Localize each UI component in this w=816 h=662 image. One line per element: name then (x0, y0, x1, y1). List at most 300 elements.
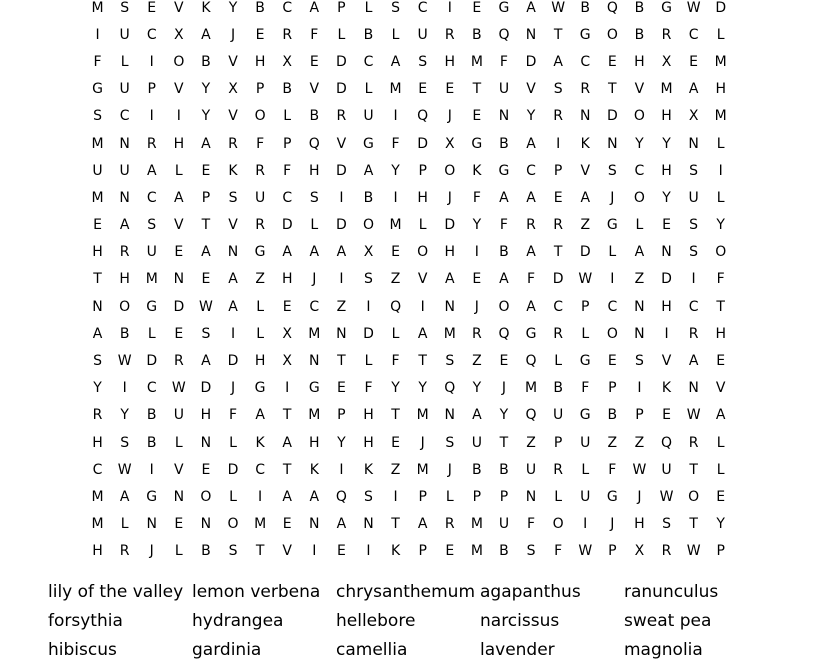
grid-letter: R (92, 407, 103, 424)
grid-letter: Y (472, 217, 482, 234)
grid-letter: C (580, 53, 591, 70)
grid-letter: L (716, 135, 725, 152)
grid-letter: H (173, 135, 185, 152)
grid-letter: Q (606, 0, 618, 16)
grid-letter: H (119, 271, 130, 288)
grid-letter: P (608, 543, 617, 560)
grid-letter: P (337, 407, 346, 424)
grid-letter: V (174, 81, 184, 98)
grid-letter: I (474, 244, 479, 261)
grid-letter: B (282, 81, 292, 98)
grid-letter: C (255, 461, 265, 478)
grid-letter: T (255, 543, 265, 560)
grid-row (84, 375, 734, 402)
grid-letter: K (309, 461, 319, 478)
grid-letter: T (608, 81, 617, 98)
grid-letter: I (718, 162, 723, 179)
grid-letter: A (282, 434, 292, 451)
grid-letter: Z (336, 298, 347, 315)
grid-letter: P (553, 434, 563, 451)
grid-letter: R (444, 516, 455, 533)
grid-letter: Y (472, 380, 482, 397)
grid-letter: S (689, 217, 699, 234)
grid-letter: L (256, 298, 265, 315)
grid-letter: I (366, 298, 371, 315)
grid-letter: L (554, 488, 563, 505)
grid-letter: T (553, 26, 563, 43)
grid-letter: G (254, 244, 266, 261)
grid-letter: S (364, 271, 373, 288)
grid-letter: C (526, 162, 536, 179)
word-list-item: narcissus (480, 611, 560, 631)
grid-letter: L (174, 543, 183, 560)
grid-letter: J (149, 543, 154, 560)
grid-letter: E (255, 26, 265, 43)
grid-letter: G (579, 353, 591, 370)
grid-letter: Y (93, 380, 102, 397)
grid-letter: U (525, 461, 537, 478)
grid-letter: Y (201, 81, 211, 98)
grid-letter: Z (472, 353, 482, 370)
grid-row (84, 157, 734, 184)
grid-letter: T (716, 298, 725, 315)
grid-letter: I (583, 516, 588, 533)
grid-letter: K (580, 135, 590, 152)
grid-letter: I (691, 271, 696, 288)
grid-letter: F (283, 162, 292, 179)
grid-letter: A (309, 488, 320, 505)
grid-letter: K (201, 0, 211, 16)
grid-letter: M (443, 325, 456, 342)
grid-letter: M (470, 53, 483, 70)
word-list (48, 580, 808, 662)
grid-letter: O (254, 108, 266, 125)
grid-letter: E (391, 244, 400, 261)
grid-letter: W (117, 461, 132, 478)
grid-row (84, 239, 734, 266)
grid-letter: H (309, 162, 320, 179)
grid-letter: A (444, 271, 455, 288)
grid-letter: D (336, 162, 347, 179)
grid-letter: M (416, 407, 429, 424)
grid-letter: U (498, 516, 510, 533)
grid-letter: Q (661, 434, 673, 451)
word-list-item: forsythia (48, 611, 123, 631)
grid-letter: B (309, 108, 320, 125)
word-list-item: chrysanthemum (336, 582, 476, 602)
grid-letter: I (149, 108, 154, 125)
grid-letter: C (146, 26, 157, 43)
grid-letter: E (336, 543, 346, 560)
grid-letter: E (662, 217, 671, 234)
word-list-item: sweat pea (624, 611, 712, 631)
grid-letter: B (634, 0, 645, 16)
grid-letter: C (553, 298, 564, 315)
grid-letter: F (364, 380, 373, 397)
grid-row (84, 402, 734, 429)
grid-letter: C (607, 298, 618, 315)
grid-letter: L (716, 26, 725, 43)
grid-letter: Y (201, 108, 211, 125)
grid-letter: D (525, 53, 537, 70)
grid-letter: L (716, 434, 725, 451)
grid-letter: F (93, 53, 102, 70)
grid-letter: I (149, 461, 154, 478)
grid-letter: W (117, 353, 132, 370)
grid-letter: A (417, 325, 428, 342)
grid-letter: U (553, 407, 564, 424)
grid-letter: B (499, 244, 509, 261)
grid-letter: L (256, 325, 265, 342)
grid-letter: T (93, 271, 102, 288)
grid-letter: D (552, 271, 564, 288)
grid-letter: N (525, 26, 537, 43)
grid-letter: B (580, 0, 591, 16)
grid-letter: G (579, 407, 591, 424)
grid-letter: Y (391, 162, 400, 179)
grid-letter: T (282, 407, 292, 424)
grid-letter: R (282, 26, 293, 43)
grid-letter: L (120, 53, 129, 70)
grid-letter: L (716, 461, 725, 478)
grid-letter: L (554, 353, 563, 370)
grid-letter: R (228, 135, 238, 152)
grid-letter: I (312, 543, 317, 560)
grid-letter: F (228, 407, 238, 424)
grid-letter: U (146, 244, 157, 261)
word-list-item: camellia (336, 640, 408, 660)
grid-letter: J (637, 488, 642, 505)
grid-letter: O (633, 189, 645, 206)
grid-letter: X (661, 53, 672, 70)
grid-letter: M (389, 81, 402, 98)
grid-letter: G (92, 81, 103, 98)
grid-row (84, 483, 734, 510)
grid-letter: A (336, 244, 347, 261)
grid-letter: W (686, 543, 701, 560)
grid-letter: X (634, 543, 645, 560)
grid-letter: O (633, 108, 645, 125)
grid-letter: E (607, 53, 617, 70)
grid-letter: V (715, 380, 726, 397)
grid-letter: Q (444, 380, 456, 397)
grid-letter: Z (390, 461, 401, 478)
grid-letter: A (92, 325, 103, 342)
grid-letter: N (607, 135, 618, 152)
grid-letter: Q (525, 353, 537, 370)
grid-letter: G (606, 217, 618, 234)
grid-letter: N (336, 325, 347, 342)
grid-letter: N (525, 488, 537, 505)
grid-letter: P (608, 380, 617, 397)
grid-letter: U (254, 189, 266, 206)
grid-letter: F (256, 135, 265, 152)
grid-letter: F (581, 380, 590, 397)
grid-letter: C (363, 53, 374, 70)
grid-letter: A (228, 271, 238, 288)
grid-letter: S (147, 217, 157, 234)
grid-letter: I (366, 543, 371, 560)
grid-letter: F (472, 189, 481, 206)
grid-letter: S (228, 189, 238, 206)
grid-letter: N (634, 298, 645, 315)
grid-letter: E (607, 353, 617, 370)
grid-letter: K (390, 543, 401, 560)
grid-letter: I (393, 488, 398, 505)
grid-letter: R (255, 162, 265, 179)
grid-letter: P (499, 488, 509, 505)
grid-letter: N (173, 271, 185, 288)
grid-letter: N (579, 108, 591, 125)
grid-letter: X (282, 53, 292, 70)
grid-letter: E (147, 0, 157, 16)
grid-letter: Z (390, 271, 401, 288)
grid-letter: T (472, 81, 482, 98)
grid-letter: F (499, 217, 508, 234)
grid-letter: X (282, 325, 292, 342)
grid-letter: P (418, 543, 427, 560)
grid-letter: P (418, 488, 427, 505)
letter-grid (84, 0, 734, 565)
grid-letter: H (254, 353, 266, 370)
grid-letter: L (310, 217, 319, 234)
grid-letter: Z (607, 434, 618, 451)
grid-letter: D (417, 135, 429, 152)
grid-letter: A (309, 0, 320, 16)
grid-letter: X (363, 244, 374, 261)
grid-letter: T (282, 461, 292, 478)
grid-letter: F (716, 271, 725, 288)
grid-letter: D (715, 0, 727, 16)
grid-letter: I (339, 271, 344, 288)
grid-letter: R (553, 108, 563, 125)
grid-letter: J (610, 516, 615, 533)
grid-letter: V (174, 461, 184, 478)
grid-letter: E (201, 271, 211, 288)
grid-letter: N (146, 516, 157, 533)
grid-letter: V (174, 0, 184, 16)
word-list-item: magnolia (624, 640, 703, 660)
grid-letter: A (499, 189, 509, 206)
grid-letter: A (201, 353, 211, 370)
grid-letter: H (661, 162, 672, 179)
grid-letter: S (689, 162, 699, 179)
grid-letter: E (282, 516, 292, 533)
grid-letter: H (634, 53, 645, 70)
grid-letter: R (336, 108, 347, 125)
grid-letter: T (499, 434, 509, 451)
grid-letter: L (418, 217, 427, 234)
grid-letter: N (92, 298, 103, 315)
grid-letter: A (228, 298, 238, 315)
grid-letter: D (579, 244, 591, 261)
grid-letter: V (526, 81, 536, 98)
grid-letter: A (417, 516, 428, 533)
grid-letter: K (228, 162, 238, 179)
grid-letter: X (444, 135, 455, 152)
grid-letter: E (445, 81, 455, 98)
grid-letter: L (174, 162, 183, 179)
grid-letter: H (444, 53, 456, 70)
grid-letter: D (336, 217, 347, 234)
grid-letter: U (173, 407, 184, 424)
grid-letter: C (146, 189, 157, 206)
grid-letter: D (363, 325, 374, 342)
grid-letter: H (444, 244, 456, 261)
grid-letter: C (309, 298, 320, 315)
grid-letter: M (470, 516, 483, 533)
grid-letter: H (634, 516, 645, 533)
grid-letter: M (714, 53, 727, 70)
grid-letter: G (579, 26, 591, 43)
grid-letter: I (393, 108, 398, 125)
grid-letter: L (283, 108, 292, 125)
grid-letter: T (418, 353, 427, 370)
grid-letter: O (119, 298, 131, 315)
grid-letter: R (688, 325, 699, 342)
grid-letter: H (363, 434, 374, 451)
grid-letter: T (689, 516, 698, 533)
grid-row (84, 212, 734, 239)
grid-letter: Y (526, 108, 536, 125)
grid-row (84, 21, 734, 48)
grid-letter: C (688, 298, 699, 315)
grid-letter: S (201, 325, 211, 342)
grid-letter: I (339, 461, 344, 478)
grid-letter: J (501, 380, 507, 397)
grid-letter: S (93, 353, 102, 370)
grid-letter: D (444, 217, 456, 234)
grid-letter: C (282, 189, 293, 206)
grid-letter: O (606, 26, 618, 43)
grid-letter: Z (634, 271, 645, 288)
grid-letter: S (93, 108, 102, 125)
grid-letter: S (364, 488, 373, 505)
grid-letter: W (578, 271, 593, 288)
grid-letter: O (444, 162, 456, 179)
grid-letter: C (688, 26, 699, 43)
grid-letter: X (688, 108, 699, 125)
grid-letter: C (92, 461, 103, 478)
grid-letter: A (146, 162, 157, 179)
grid-letter: O (552, 516, 564, 533)
grid-letter: R (553, 325, 563, 342)
grid-letter: Y (120, 407, 129, 424)
grid-letter: R (444, 26, 455, 43)
grid-letter: B (201, 543, 211, 560)
grid-row (84, 184, 734, 211)
grid-letter: E (93, 217, 102, 234)
grid-letter: A (390, 53, 401, 70)
grid-letter: S (607, 162, 617, 179)
grid-letter: L (174, 434, 183, 451)
grid-letter: Y (662, 135, 671, 152)
grid-letter: K (661, 380, 672, 397)
grid-letter: A (201, 26, 211, 43)
grid-letter: S (445, 434, 455, 451)
grid-letter: M (91, 0, 104, 16)
grid-letter: E (662, 407, 671, 424)
grid-letter: S (445, 353, 455, 370)
grid-letter: L (229, 434, 237, 451)
grid-letter: H (661, 108, 672, 125)
grid-letter: U (661, 461, 672, 478)
grid-letter: A (499, 271, 509, 288)
grid-letter: M (470, 543, 483, 560)
grid-letter: V (282, 543, 292, 560)
grid-letter: A (363, 162, 374, 179)
grid-letter: L (391, 26, 400, 43)
grid-letter: L (608, 244, 617, 261)
grid-letter: W (551, 0, 566, 16)
grid-letter: U (119, 26, 130, 43)
grid-letter: G (525, 325, 537, 342)
grid-letter: T (201, 217, 211, 234)
grid-letter: U (688, 189, 699, 206)
word-list-item: lavender (480, 640, 555, 660)
grid-letter: B (363, 26, 374, 43)
grid-letter: H (92, 543, 103, 560)
grid-letter: J (230, 380, 236, 397)
grid-row (84, 347, 734, 374)
grid-letter: S (418, 53, 428, 70)
word-list-item: hydrangea (192, 611, 284, 631)
grid-letter: G (146, 488, 158, 505)
grid-letter: H (281, 271, 293, 288)
grid-letter: Y (635, 135, 644, 152)
grid-letter: V (228, 53, 238, 70)
grid-letter: A (255, 407, 265, 424)
grid-letter: E (472, 108, 482, 125)
grid-letter: P (635, 407, 644, 424)
grid-letter: L (445, 488, 454, 505)
grid-letter: N (200, 516, 212, 533)
grid-letter: C (417, 0, 428, 16)
grid-letter: P (581, 298, 590, 315)
grid-letter: I (176, 108, 181, 125)
grid-letter: V (228, 108, 238, 125)
grid-letter: R (526, 217, 536, 234)
grid-letter: E (553, 189, 563, 206)
grid-letter: L (364, 81, 373, 98)
grid-letter: F (499, 53, 508, 70)
grid-letter: A (526, 298, 536, 315)
grid-letter: Q (417, 108, 429, 125)
grid-letter: C (634, 162, 645, 179)
grid-letter: B (607, 407, 618, 424)
grid-letter: J (447, 189, 452, 206)
grid-letter: E (391, 434, 400, 451)
grid-letter: J (610, 189, 615, 206)
grid-letter: I (610, 271, 615, 288)
grid-letter: S (228, 543, 238, 560)
grid-row (84, 103, 734, 130)
grid-letter: N (119, 189, 130, 206)
grid-letter: R (173, 353, 184, 370)
grid-letter: L (581, 325, 590, 342)
grid-letter: L (120, 516, 129, 533)
grid-row (84, 76, 734, 103)
grid-letter: I (339, 189, 344, 206)
grid-letter: A (526, 189, 536, 206)
grid-letter: O (498, 298, 510, 315)
grid-letter: F (310, 26, 319, 43)
grid-letter: L (635, 217, 644, 234)
grid-letter: F (527, 516, 536, 533)
grid-letter: S (120, 434, 130, 451)
grid-letter: I (258, 488, 263, 505)
grid-letter: N (363, 516, 374, 533)
